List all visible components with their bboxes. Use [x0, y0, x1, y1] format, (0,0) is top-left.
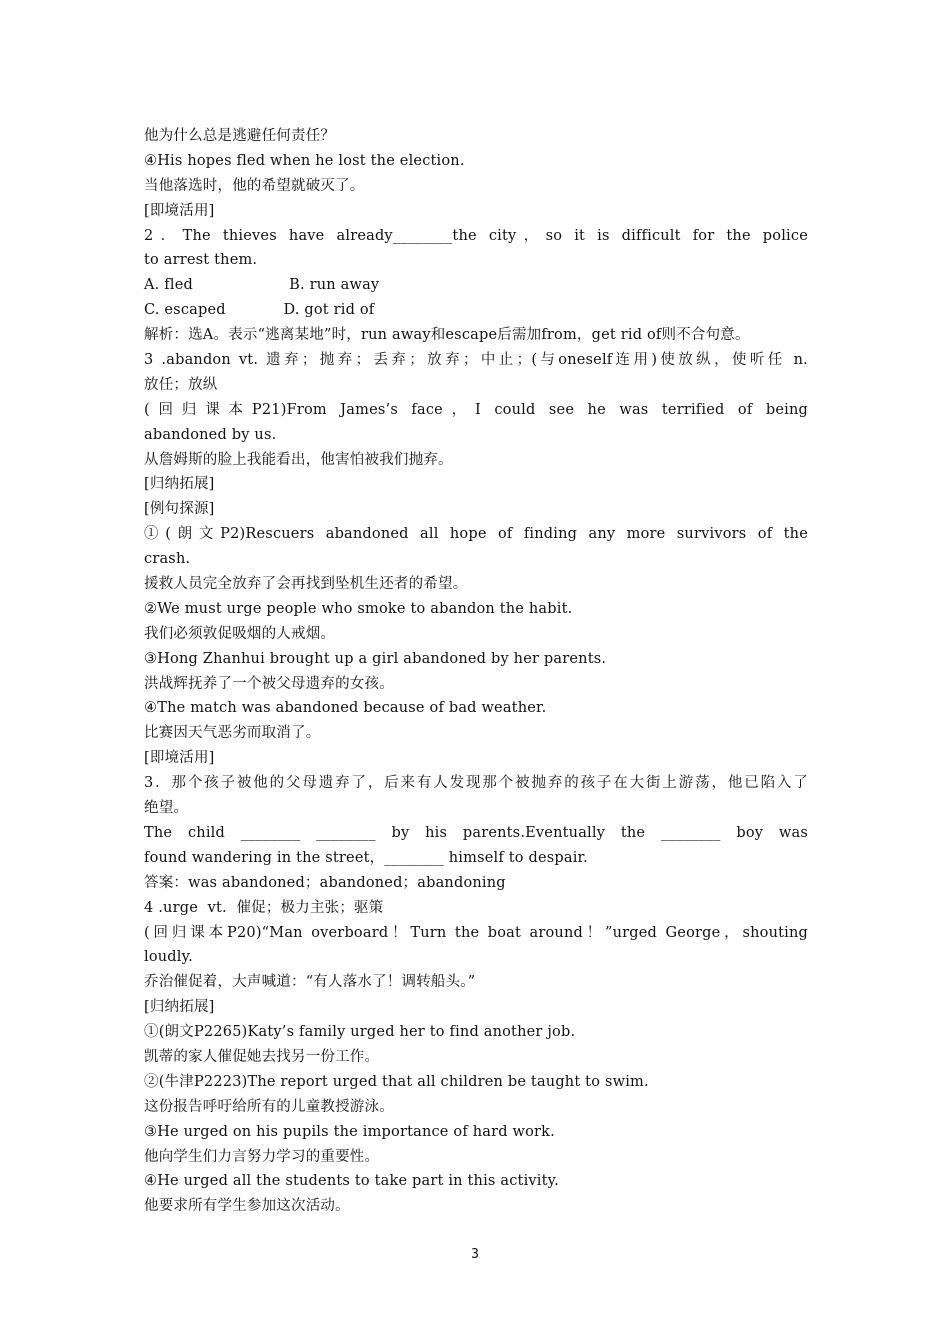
exercise-question: 2．The thieves have already________the city，so it is difficult for the police [144, 227, 808, 244]
section-tag: [即境活用] [144, 750, 215, 767]
text-line: 援救人员完全放弃了会再找到坠机生还者的希望。 [144, 576, 468, 593]
text-line: ④His hopes fled when he lost the election. [144, 152, 465, 169]
text-line: 他为什么总是逃避任何责任？ [144, 128, 336, 144]
vocab-entry: 3 .abandon vt. 遗弃；抛弃；丢弃；放弃；中止；(与oneself连用)使放纵，使听任 n. [144, 352, 808, 369]
text-line: 比赛因天气恶劣而取消了。 [144, 725, 321, 742]
section-tag: [归纳拓展] [144, 999, 215, 1016]
text-line: crash. [144, 551, 191, 568]
vocab-entry: 4 .urge vt. 催促；极力主张；驱策 [144, 899, 384, 916]
text-line: loudly. [144, 949, 193, 966]
text-line: 他向学生们力言努力学习的重要性。 [144, 1148, 380, 1165]
example-sentence: ①(朗文P2265)Katy’s family urged her to find another job. [144, 1024, 576, 1041]
answer-option: A. fled B. run away [144, 277, 380, 294]
example-sentence: ②(牛津P2223)The report urged that all children be taught to swim. [144, 1073, 649, 1090]
document-body [144, 124, 808, 1219]
section-tag: [归纳拓展] [144, 476, 215, 493]
example-sentence: ③He urged on his pupils the importance of hard work. [144, 1123, 555, 1140]
text-line: 这份报告呼吁给所有的儿童教授游泳。 [144, 1098, 394, 1115]
answer-line: 答案：was abandoned；abandoned；abandoning [144, 874, 506, 891]
text-line: (回归课本P21)From James’s face，I could see he was terrified of being [144, 401, 808, 418]
section-tag: [即境活用] [144, 202, 215, 219]
text-line: 我们必须敦促吸烟的人戒烟。 [144, 625, 336, 642]
text-line: 从詹姆斯的脸上我能看出，他害怕被我们抛弃。 [144, 451, 453, 468]
exercise-question: 3．那个孩子被他的父母遗弃了，后来有人发现那个被抛弃的孩子在大街上游荡，他已陷入了 [144, 775, 808, 792]
text-line: to arrest them. [144, 252, 258, 269]
section-tag: [例句探源] [144, 501, 215, 518]
text-line: 洪战辉抚养了一个被父母遗弃的女孩。 [144, 675, 394, 692]
example-sentence: ④The match was abandoned because of bad weather. [144, 700, 547, 717]
example-sentence: ③Hong Zhanhui brought up a girl abandoned by her parents. [144, 650, 607, 667]
example-sentence: ①(朗文P2)Rescuers abandoned all hope of finding any more survivors of the [144, 526, 808, 543]
text-line: 当他落选时，他的希望就破灭了。 [144, 177, 365, 194]
answer-option: C. escaped D. got rid of [144, 302, 375, 319]
explanation: 解析：选A。表示“逃离某地”时，run away和escape后需加from，get rid of则不合句意。 [144, 327, 750, 344]
text-line: 凯蒂的家人催促她去找另一份工作。 [144, 1048, 380, 1065]
text-line: (回归课本P20)“Man overboard！Turn the boat around！”urged George，shouting [144, 924, 808, 941]
text-line: 绝望。 [144, 800, 189, 817]
text-line: abandoned by us. [144, 426, 277, 443]
text-line: 乔治催促着，大声喊道：“有人落水了！调转船头。” [144, 974, 476, 991]
example-sentence: ④He urged all the students to take part in this activity. [144, 1173, 559, 1190]
fill-blank-sentence: The child ________ ________ by his parents.Eventually the ________ boy was [144, 824, 808, 841]
text-line: found wandering in the street，________ himself to despair. [144, 849, 588, 866]
text-line: 他要求所有学生参加这次活动。 [144, 1198, 350, 1215]
page-number: 3 [471, 1247, 479, 1262]
example-sentence: ②We must urge people who smoke to abandon the habit. [144, 600, 573, 617]
text-line: 放任；放纵 [144, 376, 218, 393]
